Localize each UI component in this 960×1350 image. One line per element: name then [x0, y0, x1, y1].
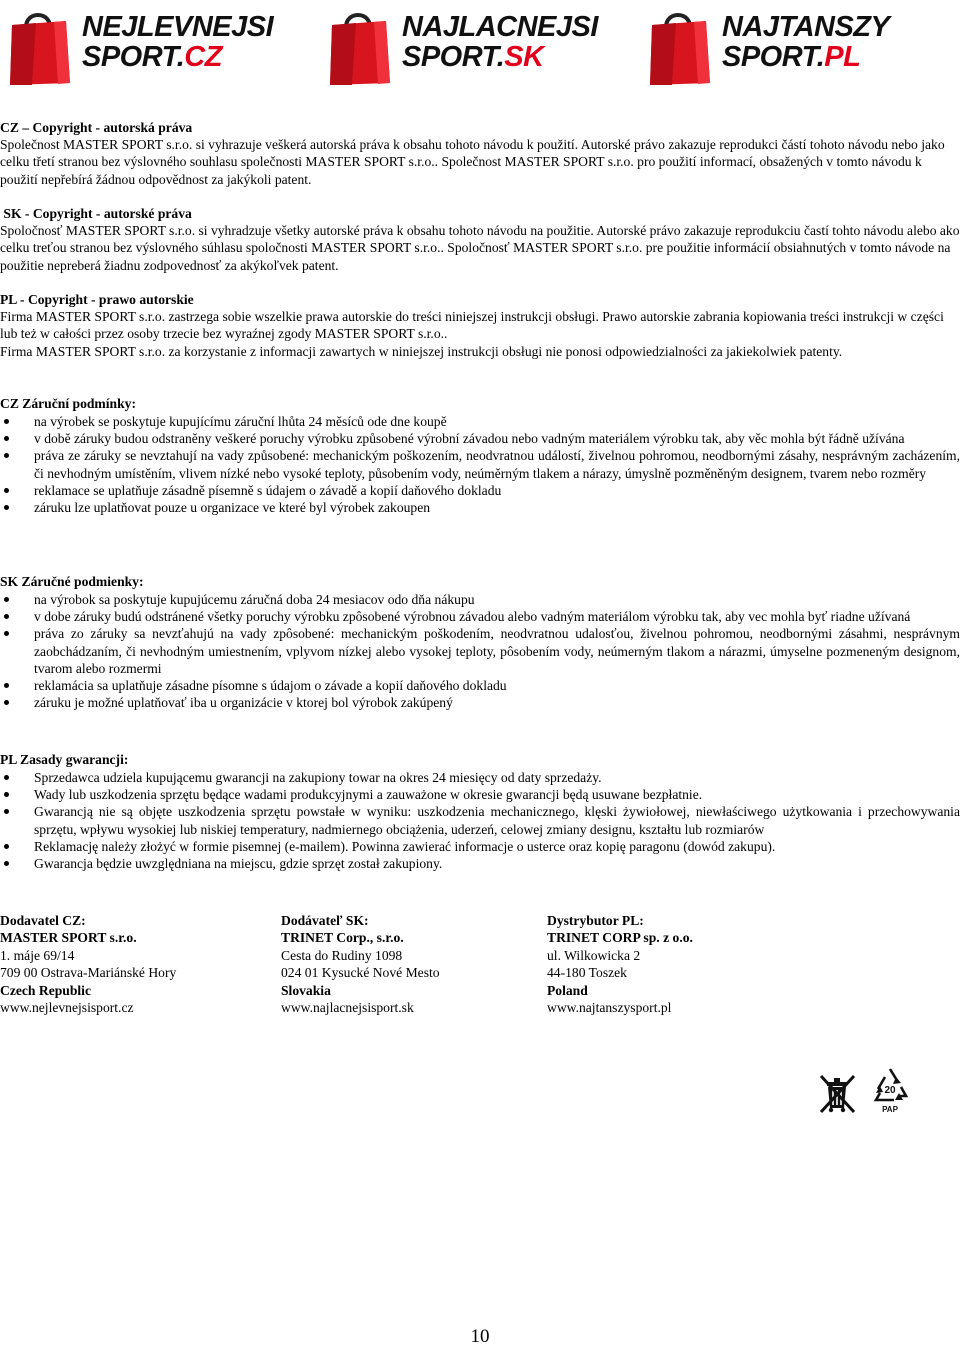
list-item: Gwarancją nie są objęte uszkodzenia sprzętu powstałe w wyniku: uszkodzenia mechanicznego, klęski żywiołowej, niewłaściwego użytkowania i przechowywania sprzętu, wpływu wysokiej lub niskiej temperatury, nadmiernego obciążenia, uderzeń, celowej zmiany designu, kształtu lub rozmiarów: [0, 803, 960, 837]
logo-line1: NEJLEVNEJSI: [82, 11, 274, 43]
list-item: záruku lze uplatňovat pouze u organizace ve které byl výrobek zakoupen: [0, 499, 960, 516]
address-company: TRINET CORP sp. z o.o.: [547, 930, 693, 946]
copyright-pl-body2: Firma MASTER SPORT s.r.o. za korzystanie z informacji zawartych w niniejszej instrukcji obsługi nie ponosi odpowiedzialności za jakiekolwiek patenty.: [0, 343, 843, 359]
list-item: na výrobok sa poskytuje kupujúcemu záručná doba 24 mesiacov odo dňa nákupu: [0, 591, 960, 608]
address-web: www.nejlevnejsisport.cz: [0, 1000, 134, 1016]
logo-line2: SPORT.: [402, 41, 505, 73]
warranty-pl-heading: PL Zasady gwarancji:: [0, 752, 129, 767]
list-item: práva ze záruky se nevztahují na vady způsobené: mechanickým poškozením, neodvratnou událostí, živelnou pohromou, neodbornými zásahy, nesprávným zacházením, či nevhodným umístěním, vlivem nízké nebo vysoké teploty, působením vody, neúměrným tlakem a nárazy, úmyslně pozměněným designem, tvarem nebo rozměry: [0, 447, 960, 481]
address-country: Slovakia: [281, 982, 331, 998]
bullet-icon: [4, 775, 9, 780]
list-item: Sprzedawca udziela kupującemu gwarancji na zakupiony towar na okres 24 miesięcy od daty sprzedaży.: [0, 769, 960, 786]
address-country: Czech Republic: [0, 982, 91, 998]
logo-tld: CZ: [184, 41, 222, 73]
list-item: Gwarancja będzie uwzględniana na miejscu, gdzie sprzęt został zakupiony.: [0, 855, 960, 872]
bullet-icon: [4, 844, 9, 849]
warranty-sk-list: [0, 591, 960, 711]
address-country: Poland: [547, 982, 588, 998]
bullet-icon: [4, 614, 9, 619]
address-city: 024 01 Kysucké Nové Mesto: [281, 965, 440, 981]
list-item: Wady lub uszkodzenia sprzętu będące wadami produkcyjnymi a zauważone w okresie gwarancji będą usuwane bezpłatnie.: [0, 786, 960, 803]
copyright-pl-heading: PL - Copyright - prawo autorskie: [0, 292, 194, 307]
address-street: 1. máje 69/14: [0, 947, 75, 963]
copyright-cz-heading: CZ – Copyright - autorská práva: [0, 120, 193, 135]
logo-line2: SPORT.: [82, 41, 185, 73]
logo-line1: NAJTANSZY: [722, 11, 890, 43]
bullet-icon: [4, 419, 9, 424]
logo-tld: PL: [824, 41, 861, 73]
list-item: záruku je možné uplatňovať iba u organizácie v ktorej bol výrobok zakúpený: [0, 694, 960, 711]
bullet-icon: [4, 631, 9, 636]
shopping-bag-icon: [646, 5, 714, 87]
address-company: TRINET Corp., s.r.o.: [281, 930, 404, 946]
warranty-cz-section: [0, 395, 960, 412]
address-title: Dodávateľ SK:: [281, 913, 369, 928]
copyright-cz: [0, 119, 960, 188]
address-company: MASTER SPORT s.r.o.: [0, 930, 137, 946]
recycle-code: PAP: [882, 1105, 898, 1114]
address-sk: [281, 912, 440, 1016]
copyright-pl-body1: Firma MASTER SPORT s.r.o. zastrzega sobie wszelkie prawa autorskie do treści niniejszej instrukcji obsługi. Prawo autorskie zabrania kopiowania treści instrukcji w części lub też w całości przez osoby trzecie bez wyraźnej zgody MASTER SPORT s.r.o..: [0, 309, 944, 342]
list-item: v době záruky budou odstraněny veškeré poruchy výrobku způsobené výrobní závadou nebo vadným materiálem výrobku tak, aby věc mohla být řádně užívána: [0, 430, 960, 447]
recycle-pap-icon: [870, 1066, 910, 1114]
bullet-icon: [4, 505, 9, 510]
copyright-pl: [0, 291, 960, 360]
bullet-icon: [4, 597, 9, 602]
list-item: Reklamację należy złożyć w formie pisemnej (e-mailem). Powinna zawierać informacje o usterce oraz kopię paragonu (dowód zakupu).: [0, 838, 960, 855]
logo-line2: SPORT.: [722, 41, 825, 73]
address-title: Dystrybutor PL:: [547, 913, 644, 928]
list-item: na výrobek se poskytuje kupujícímu záruční lhůta 24 měsíců ode dne koupě: [0, 413, 960, 430]
list-item: práva zo záruky sa nevzťahujú na vady zpôsobené: mechanickým poškodením, neodvratnou udalosťou, živelnou pohromou, neodbornými zásahmi, nesprávnym zaobchádzaním, či nevhodným umiestnením, vplyvom nízkej alebo vysokej teploty, pôsobením vody, neúmerným tlakom a nárazmi, úmyselne pozmeneným designom, tvarom alebo rozmermi: [0, 625, 960, 677]
warranty-pl-list: [0, 769, 960, 872]
bullet-icon: [4, 453, 9, 458]
bullet-icon: [4, 700, 9, 705]
copyright-sk: [0, 205, 960, 274]
shopping-bag-icon: [6, 5, 74, 87]
address-cz: [0, 912, 176, 1016]
address-street: Cesta do Rudiny 1098: [281, 947, 403, 963]
bullet-icon: [4, 861, 9, 866]
logo-tld: SK: [504, 41, 544, 73]
disposal-icons: [814, 1066, 914, 1116]
warranty-sk-section: [0, 573, 960, 590]
bullet-icon: [4, 809, 9, 814]
warranty-sk-heading: SK Záručné podmienky:: [0, 574, 144, 589]
header-logos: [0, 2, 960, 90]
address-title: Dodavatel CZ:: [0, 913, 86, 928]
address-street: ul. Wilkowicka 2: [547, 947, 641, 963]
address-city: 44-180 Toszek: [547, 965, 627, 981]
warranty-pl-section: [0, 751, 960, 768]
bullet-icon: [4, 683, 9, 688]
warranty-cz-list: [0, 413, 960, 516]
address-web: www.najlacnejsisport.sk: [281, 1000, 414, 1016]
bullet-icon: [4, 792, 9, 797]
address-city: 709 00 Ostrava-Mariánské Hory: [0, 965, 177, 981]
copyright-sk-heading: SK - Copyright - autorské práva: [0, 206, 192, 221]
address-pl: [547, 912, 693, 1016]
shopping-bag-icon: [326, 5, 394, 87]
list-item: reklamace se uplatňuje zásadně písemně s údajem o závadě a kopií daňového dokladu: [0, 482, 960, 499]
address-web: www.najtanszysport.pl: [547, 1000, 672, 1016]
bullet-icon: [4, 436, 9, 441]
warranty-cz-heading: CZ Záruční podmínky:: [0, 396, 136, 411]
copyright-sk-body: Spoločnosť MASTER SPORT s.r.o. si vyhradzuje všetky autorské práva k obsahu tohoto návodu na použitie. Autorské právo zakazuje reprodukciu častí tohto návodu alebo ako celku treťou stranou bez výslovného súhlasu spoločnosti MASTER SPORT s.r.o.. Spoločnosť MASTER SPORT s.r.o. pre použitie informácií obsiahnutých v tomto návode na použitie nepreberá žiadnu zodpovednosť za akýkoľvek patent.: [0, 223, 960, 273]
copyright-cz-body: Společnost MASTER SPORT s.r.o. si vyhrazuje veškerá autorská práva k obsahu tohoto návodu k použití. Autorské právo zakazuje reprodukci částí tohoto návodu nebo jako celku třetí stranou bez výslovného souhlasu společnosti MASTER SPORT s.r.o.. Společnost MASTER SPORT s.r.o. pro použití informací, obsažených v tomto návodu k použití nepřebírá žádnou odpovědnost za jakýkoli patent.: [0, 137, 945, 187]
crossed-bin-icon: [818, 1072, 858, 1114]
list-item: reklamácia sa uplatňuje zásadne písomne s údajom o závade a kopií daňového dokladu: [0, 677, 960, 694]
page-number: 10: [470, 1326, 490, 1347]
recycle-number: 20: [884, 1085, 896, 1096]
list-item: v dobe záruky budú odstránené všetky poruchy výrobku zpôsobené výrobnou závadou alebo vadným materiálom výrobku tak, aby vec mohla byť riadne užívaná: [0, 608, 960, 625]
logo-line1: NAJLACNEJSI: [402, 11, 598, 43]
bullet-icon: [4, 488, 9, 493]
